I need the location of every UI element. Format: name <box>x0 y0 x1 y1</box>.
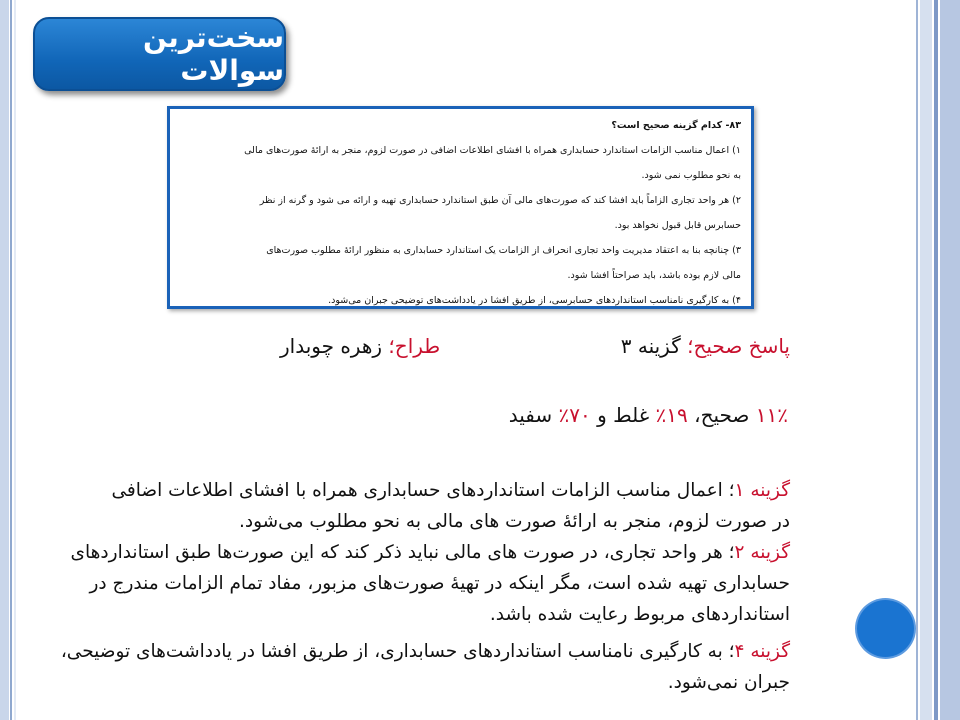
right-decor-line-dark <box>934 0 938 720</box>
correct-percent: ۱۱٪ <box>755 403 788 427</box>
decorative-circle <box>857 600 914 657</box>
question-line: حسابرس قابل قبول نخواهد بود. <box>614 220 741 231</box>
right-decor-band <box>940 0 960 720</box>
designer-label: طراح؛ <box>388 334 441 358</box>
question-image <box>167 106 754 309</box>
explanations <box>40 475 790 704</box>
question-line: ۴) به کارگیری نامناسب استانداردهای حسابرسی، از طریق افشا در یادداشت‌های توضیحی جبران می‌شود. <box>328 295 741 306</box>
correct-answer <box>621 334 790 358</box>
correct-answer-label: پاسخ صحیح؛ <box>687 334 790 358</box>
answer-stats <box>509 403 788 427</box>
question-line: ۲) هر واحد تجاری الزاماً باید افشا کند که صورت‌های مالی آن طبق استاندارد حسابداری تهیه و ارائه می شود و گرنه از نظر <box>259 195 741 206</box>
wrong-percent: ۱۹٪ <box>655 403 688 427</box>
left-decor-line <box>10 0 12 720</box>
explanation-option-1-continued: در صورت لزوم، منجر به ارائهٔ صورت های مالی به نحو مطلوب می‌شود. <box>238 511 790 532</box>
designer <box>280 334 440 358</box>
left-decor-band <box>0 0 9 720</box>
explanation-option-1 <box>40 475 790 506</box>
correct-label: صحیح، <box>687 403 756 427</box>
left-decor-line-light <box>14 0 16 720</box>
slide-title <box>33 17 286 91</box>
question-line: ۳) چنانچه بنا به اعتقاد مدیریت واحد تجاری انحراف از الزامات یک استاندارد حسابداری به منظور ارائهٔ مطلوب صورت‌های <box>266 245 741 256</box>
option-4-text: ؛ به کارگیری نامناسب استانداردهای حسابداری، از طریق افشا در یادداشت‌های توضیحی، جبران نمی‌شود. <box>60 641 790 693</box>
correct-answer-value: گزینه ۳ <box>620 334 688 358</box>
option-2-text: ؛ هر واحد تجاری، در صورت های مالی نباید ذکر کند که این صورت‌ها طبق استانداردهای حسابداری تهیه شده است، مگر اینکه در تهیهٔ صورت‌های مزبور، مفاد تمام الزامات مندرج در استانداردهای مربوط رعایت شده باشد. <box>70 542 790 625</box>
option-1-text: ؛ اعمال مناسب الزامات استانداردهای حسابداری همراه با افشای اطلاعات اضافی <box>111 480 735 501</box>
designer-name: زهره چوبدار <box>280 334 389 358</box>
right-decor-line <box>916 0 918 720</box>
question-line: مالی لازم بوده باشد، باید صراحتاً افشا شود. <box>567 270 741 281</box>
answer-row <box>280 334 790 364</box>
right-decor-band-light <box>920 0 932 720</box>
option-1-label: گزینه ۱ <box>734 480 790 501</box>
blank-label: سفید <box>508 403 559 427</box>
explanation-option-4 <box>40 636 790 698</box>
blank-percent: ۷۰٪ <box>558 403 591 427</box>
wrong-label: غلط و <box>590 403 656 427</box>
question-line: ۱) اعمال مناسب الزامات استاندارد حسابداری همراه با افشای اطلاعات اضافی در صورت لزوم، منجر به ارائهٔ صورت‌های مالی <box>244 145 741 156</box>
question-line: به نحو مطلوب نمی شود. <box>641 170 741 181</box>
option-2-label: گزینه ۲ <box>734 542 790 563</box>
slide-title-text: سخت‌ترین سوالات <box>143 21 284 87</box>
option-4-label: گزینه ۴ <box>734 641 790 662</box>
explanation-option-2 <box>40 537 790 630</box>
question-header: ۸۳- کدام گزینه صحیح است؟ <box>611 120 741 131</box>
